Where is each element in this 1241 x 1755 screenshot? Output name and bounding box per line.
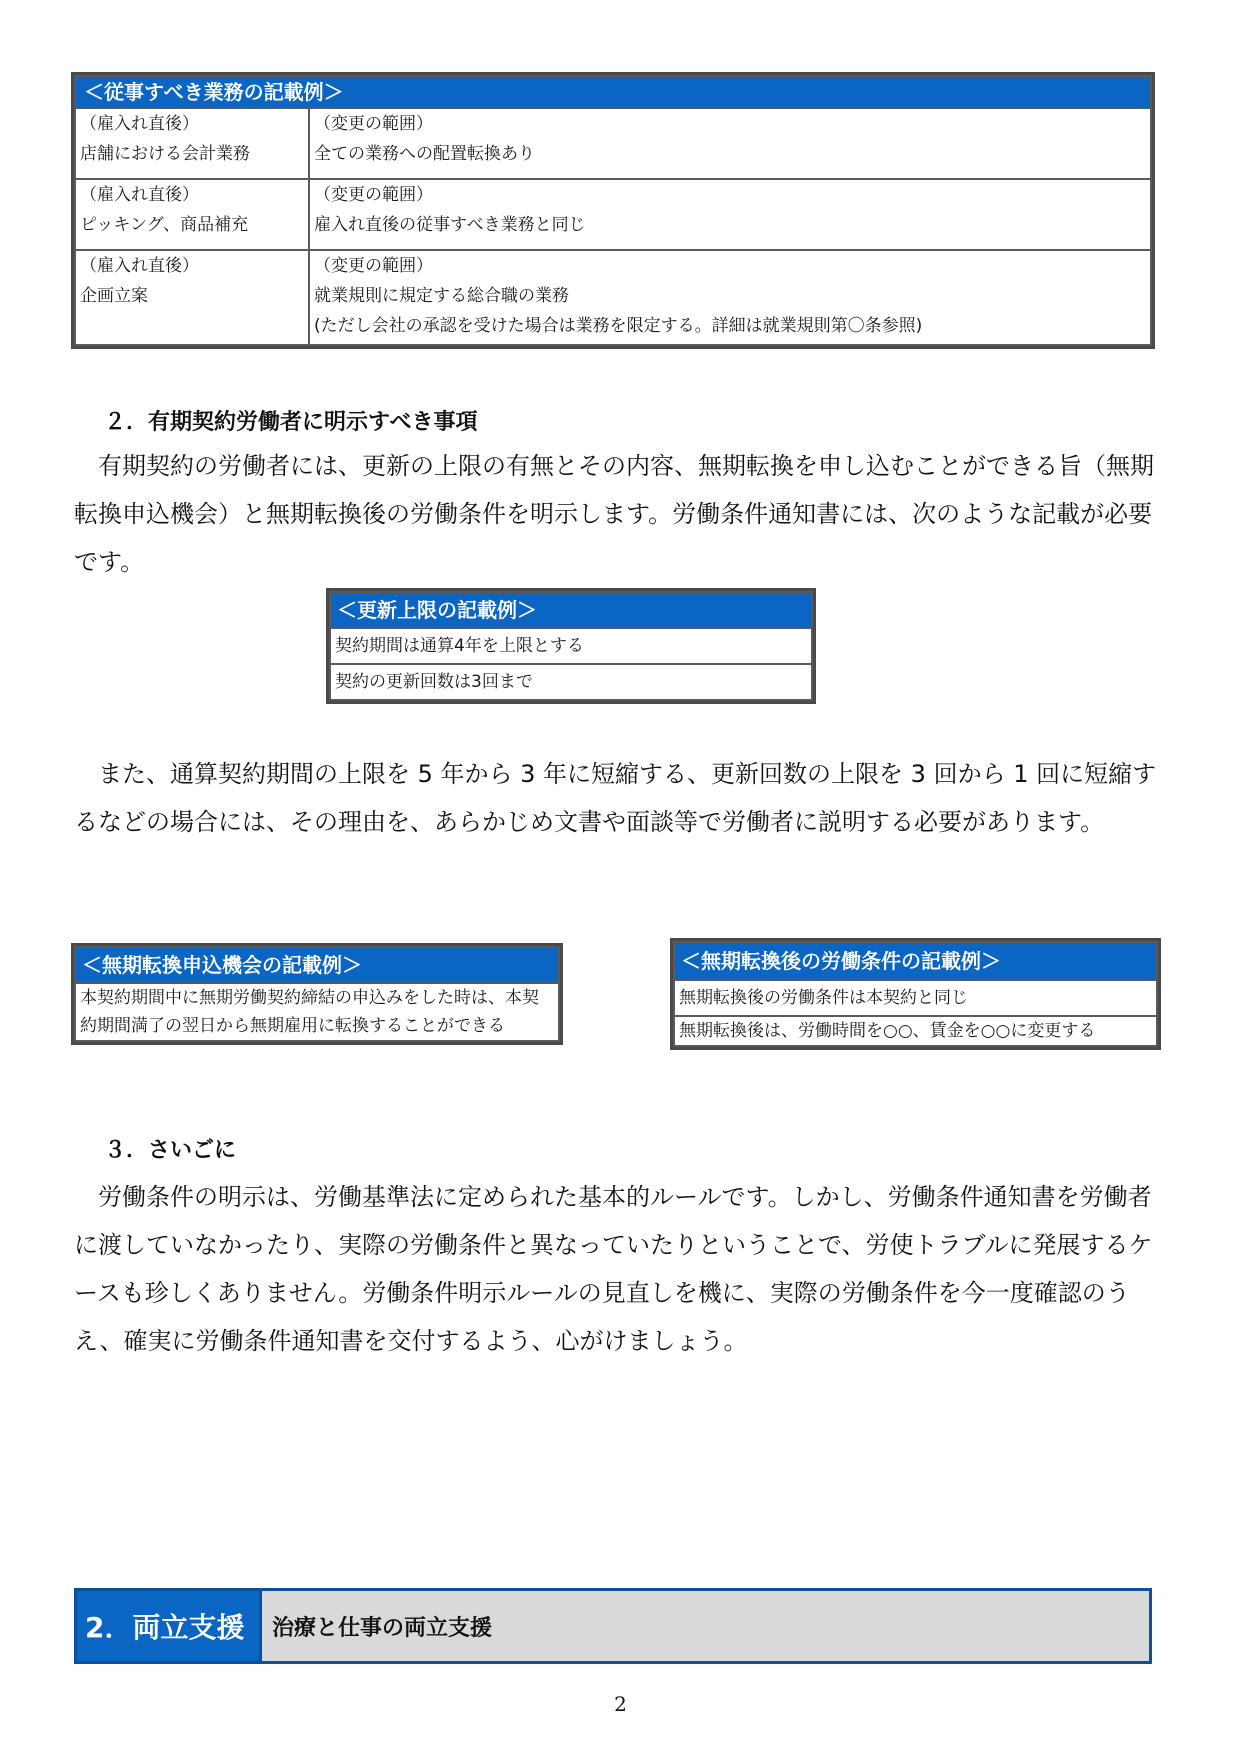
renewal-table-title: ＜更新上限の記載例＞	[330, 592, 812, 628]
cell-subhead: （雇入れ直後）	[80, 256, 199, 276]
banner-label: 2．両立支援	[77, 1591, 259, 1661]
conversion-conditions-title: ＜無期転換後の労働条件の記載例＞	[674, 942, 1157, 980]
conversion-conditions-example-table	[673, 941, 1158, 1047]
page-number: 2	[614, 1692, 627, 1716]
table-cell	[75, 250, 309, 345]
cell-text: ピッキング、商品補充	[80, 215, 249, 235]
renewal-limit-example-table	[329, 591, 813, 701]
table-cell	[75, 108, 309, 179]
banner-title: 治療と仕事の両立支援	[259, 1591, 1149, 1661]
conversion-opportunity-example-table	[74, 946, 560, 1042]
table-cell	[309, 250, 1151, 345]
table-row: 無期転換後の労働条件は本契約と同じ	[674, 980, 1157, 1016]
cell-subhead: （変更の範囲）	[314, 185, 433, 205]
cell-subhead: （雇入れ直後）	[80, 114, 199, 134]
section-2-heading: ２．有期契約労働者に明示すべき事項	[104, 410, 478, 435]
duties-table-title: ＜従事すべき業務の記載例＞	[75, 76, 1151, 108]
cell-text: 雇入れ直後の従事すべき業務と同じ	[314, 215, 586, 235]
cell-text: 店舗における会計業務	[80, 144, 250, 164]
section-3-paragraph	[74, 1173, 1164, 1365]
paragraph-text: 有期契約の労働者には、更新の上限の有無とその内容、無期転換を申し込むことができる旨（無期転換申込機会）と無期転換後の労働条件を明示します。労働条件通知書には、次のような記載が必要です。	[74, 452, 1154, 576]
cell-subhead: （変更の範囲）	[314, 114, 433, 134]
table-row: 本契約期間中に無期労働契約締結の申込みをした時は、本契約期間満了の翌日から無期雇用に転換することができる	[75, 983, 559, 1041]
section-banner	[74, 1588, 1152, 1664]
conversion-opportunity-title: ＜無期転換申込機会の記載例＞	[75, 947, 559, 983]
table-row: 契約の更新回数は3回まで	[330, 664, 812, 700]
duties-example-table	[74, 75, 1152, 346]
section-3-heading: ３．さいごに	[104, 1138, 237, 1163]
cell-subhead: （変更の範囲）	[314, 256, 433, 276]
cell-text: (ただし会社の承認を受けた場合は業務を限定する。詳細は就業規則第〇条参照)	[314, 316, 923, 336]
table-cell	[309, 108, 1151, 179]
table-cell	[309, 179, 1151, 250]
cell-text: 企画立案	[80, 286, 148, 306]
paragraph-text: また、通算契約期間の上限を 5 年から 3 年に短縮する、更新回数の上限を 3 回から 1 回に短縮するなどの場合には、その理由を、あらかじめ文書や面談等で労働者に説明する必要があります。	[74, 760, 1157, 836]
cell-text: 全ての業務への配置転換あり	[314, 144, 535, 164]
table-row: 無期転換後は、労働時間を○○、賃金を○○に変更する	[674, 1016, 1157, 1046]
paragraph-text: 労働条件の明示は、労働基準法に定められた基本的ルールです。しかし、労働条件通知書を労働者に渡していなかったり、実際の労働条件と異なっていたりということで、労使トラブルに発展するケースも珍しくありません。労働条件明示ルールの見直しを機に、実際の労働条件を今一度確認のうえ、確実に労働条件通知書を交付するよう、心がけましょう。	[74, 1183, 1153, 1355]
shortening-paragraph	[74, 750, 1164, 846]
table-row: 契約期間は通算4年を上限とする	[330, 628, 812, 664]
table-cell	[75, 179, 309, 250]
section-2-paragraph	[74, 442, 1164, 586]
cell-subhead: （雇入れ直後）	[80, 185, 199, 205]
cell-text: 就業規則に規定する総合職の業務	[314, 286, 569, 306]
